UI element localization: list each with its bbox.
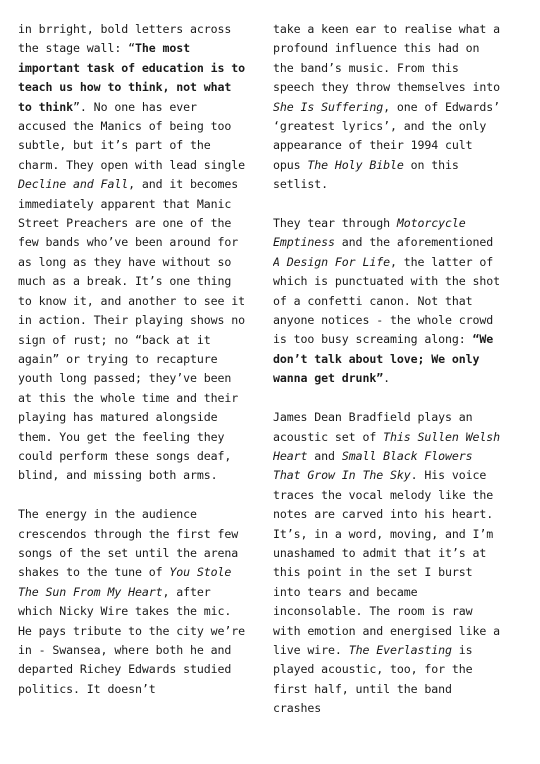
song-title: Small Black Flowers That Grow In The Sky	[273, 448, 473, 483]
text-run: , and it becomes immediately apparent that Manic Street Preachers are one of the few bands who’ve been around for as long as they have without so much as a break. It’s one thing to know it, and another to see it in action. Their playing shows no sign of rust; no “back at it again” or trying to recapture youth long passed; they’ve been at this the whole time and their playing has matured alongside them. You get the feeling they could perform these songs deaf, blind, and missing both arms.	[18, 177, 246, 483]
text-run: , after which Nicky Wire takes the mic. He pays tribute to the city we’re in - Swansea, where both he and departed Richey Edwards studied politics. It doesn’t	[18, 584, 246, 696]
text-run: ”. No one has ever accused the Manics of being too subtle, but it’s part of the charm. They open with lead single	[18, 99, 246, 172]
text-run: James Dean Bradfield plays an acoustic set of	[273, 410, 473, 444]
paragraph	[273, 408, 504, 719]
text-run: . His voice traces the vocal melody like the notes are carved into his heart. It’s, in a word, moving, and I’m unashamed to admit that it’s at this point in the set I burst into tears and became inconsolable. The room is raw with emotion and energised like a live wire.	[273, 468, 501, 657]
text-column-right	[273, 20, 504, 764]
text-run: , the latter of which is punctuated with the shot of a confetti canon. Not that anyone notices - the whole crowd is too busy screaming along:	[273, 254, 501, 347]
song-title: Motorcycle Emptiness	[273, 216, 466, 250]
song-title: You Stole The Sun From My Heart	[18, 565, 232, 599]
song-title: A Design For Life	[273, 254, 390, 269]
paragraph	[18, 505, 249, 699]
text-run: , one of Edwards’ ‘greatest lyrics’, and the only appearance of their 1994 cult opus	[273, 99, 501, 172]
text-run: is played acoustic, too, for the first half, until the band crashes	[273, 642, 473, 716]
paragraph	[18, 20, 249, 486]
text-run: .	[383, 371, 390, 386]
paragraph	[273, 214, 504, 389]
text-column-left	[18, 20, 249, 764]
text-run: The energy in the audience crescendos through the first few songs of the set until the arena shakes to the tune of	[18, 507, 239, 580]
song-title: The Everlasting	[348, 642, 452, 657]
paragraph	[273, 20, 504, 195]
text-run: and the aforementioned	[334, 235, 494, 250]
song-title: This Sullen Welsh Heart	[273, 429, 501, 463]
text-run: and	[307, 448, 342, 463]
song-title: The Holy Bible	[307, 157, 404, 172]
text-run: on this setlist.	[273, 157, 459, 192]
text-run: in brright, bold letters across the stage wall: “	[18, 22, 232, 56]
song-title: She Is Suffering	[273, 99, 384, 114]
text-run: take a keen ear to realise what a profound influence this had on the band’s music. From this speech they throw themselves into	[273, 22, 501, 95]
text-run: They tear through	[273, 216, 397, 231]
bold-quote: “We don’t talk about love; We only wanna get drunk”	[273, 332, 494, 386]
song-title: Decline and Fall	[18, 177, 129, 192]
bold-quote: The most important task of education is to teach us how to think, not what to think	[18, 41, 246, 114]
